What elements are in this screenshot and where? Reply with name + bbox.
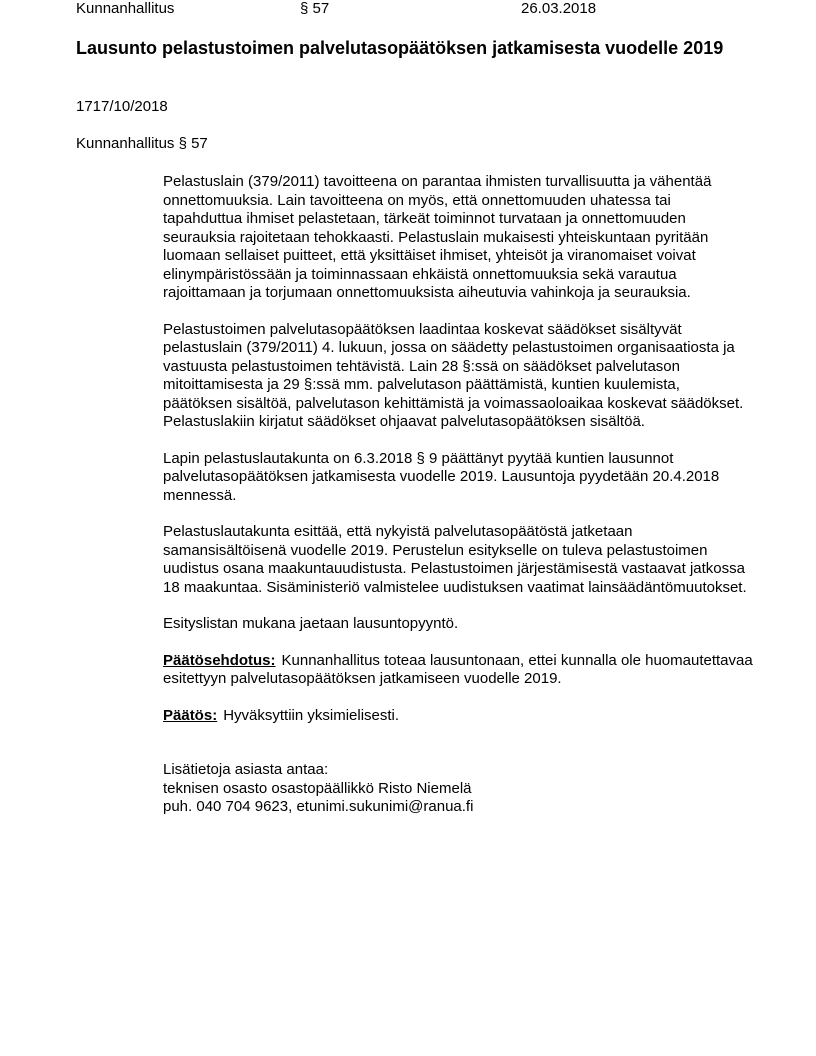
page-title: Lausunto pelastustoimen palvelutasopäätöksen jatkamisesta vuodelle 2019 — [76, 38, 724, 58]
body-reference: Kunnanhallitus § 57 — [76, 135, 208, 152]
diary-number: 1717/10/2018 — [76, 98, 168, 115]
contact-phone-email: puh. 040 704 9623, etunimi.sukunimi@ranua.fi — [163, 798, 474, 815]
contact-person: teknisen osasto osastopäällikkö Risto Niemelä — [163, 779, 472, 797]
decision-text: Hyväksyttiin yksimielisesti. — [223, 706, 400, 724]
decision-proposal-label: Päätösehdotus: — [163, 651, 276, 669]
decision-proposal-text: Kunnanhallitus toteaa lausuntonaan, ettei kunnalla ole huomautettavaa esitettyyn palvelutasopäätöksen jatkamiseen vuodelle 2019. — [163, 651, 753, 687]
header-section-number: § 57 — [300, 0, 330, 17]
contact-info — [163, 761, 753, 817]
header-body-name: Kunnanhallitus — [76, 0, 175, 17]
paragraph-service-level-regulations: Pelastustoimen palvelutasopäätöksen laadintaa koskevat säädökset sisältyvät pelastuslain (379/2011) 4. lukuun, jossa on säädetty pelastustoimen organisaatiosta ja vastuusta pelastustoimen tehtävistä. Lain 28 §:ssä on säädökset palvelutason mitoittamisesta ja 29 §:ssä mm. palvelutason päättämistä, kuntien kuulemista, päätöksen sisältöä, palvelutason kehittämistä ja voimassaoloaikaa koskevat säädökset. Pelastuslakiin kirjatut säädökset ohjaavat palvelutasopäätöksen sisältöä. — [163, 320, 744, 430]
decision — [163, 707, 753, 726]
header-meeting-date: 26.03.2018 — [521, 0, 597, 17]
document-header — [76, 0, 776, 20]
document-body — [163, 173, 753, 835]
paragraph-statement-request: Lapin pelastuslautakunta on 6.3.2018 § 9 päättänyt pyytää kuntien lausunnot palvelutasopäätöksen jatkamisesta vuodelle 2019. Lausuntoja pyydetään 20.4.2018 mennessä. — [163, 449, 720, 504]
decision-label: Päätös: — [163, 706, 218, 724]
decision-proposal — [163, 652, 753, 689]
paragraph-attachment-note: Esityslistan mukana jaetaan lausuntopyyntö. — [163, 615, 459, 632]
paragraph-rescue-law-goals: Pelastuslain (379/2011) tavoitteena on parantaa ihmisten turvallisuutta ja vähentää onnettomuuksia. Lain tavoitteena on myös, että onnettomuuden uhatessa tai tapahduttua ihmiset pelastetaan, tärkeät toiminnot turvataan ja onnettomuuden seurauksia rajoitetaan tehokkaasti. Pelastuslain mukaisesti yhteiskuntaan pyritään luomaan sellaiset puitteet, että yksittäiset ihmiset, yhteisöt ja viranomaiset voivat elinympäristössään ja toiminnassaan ehkäistä onnettomuuksia sekä varautua rajoittamaan ja torjumaan onnettomuuksista aiheutuvia vahinkoja ja seurauksia. — [163, 173, 712, 301]
contact-intro: Lisätietoja asiasta antaa: — [163, 761, 329, 778]
paragraph-board-proposal: Pelastuslautakunta esittää, että nykyistä palvelutasopäätöstä jatketaan samansisältöisenä vuodelle 2019. Perustelun esitykselle on tuleva pelastustoimen uudistus osana maakuntauudistusta. Pelastustoimen järjestämisestä vastaavat jatkossa 18 maakuntaa. Sisäministeriö valmistelee uudistuksen vaatimat lainsäädäntömuutokset. — [163, 523, 747, 596]
